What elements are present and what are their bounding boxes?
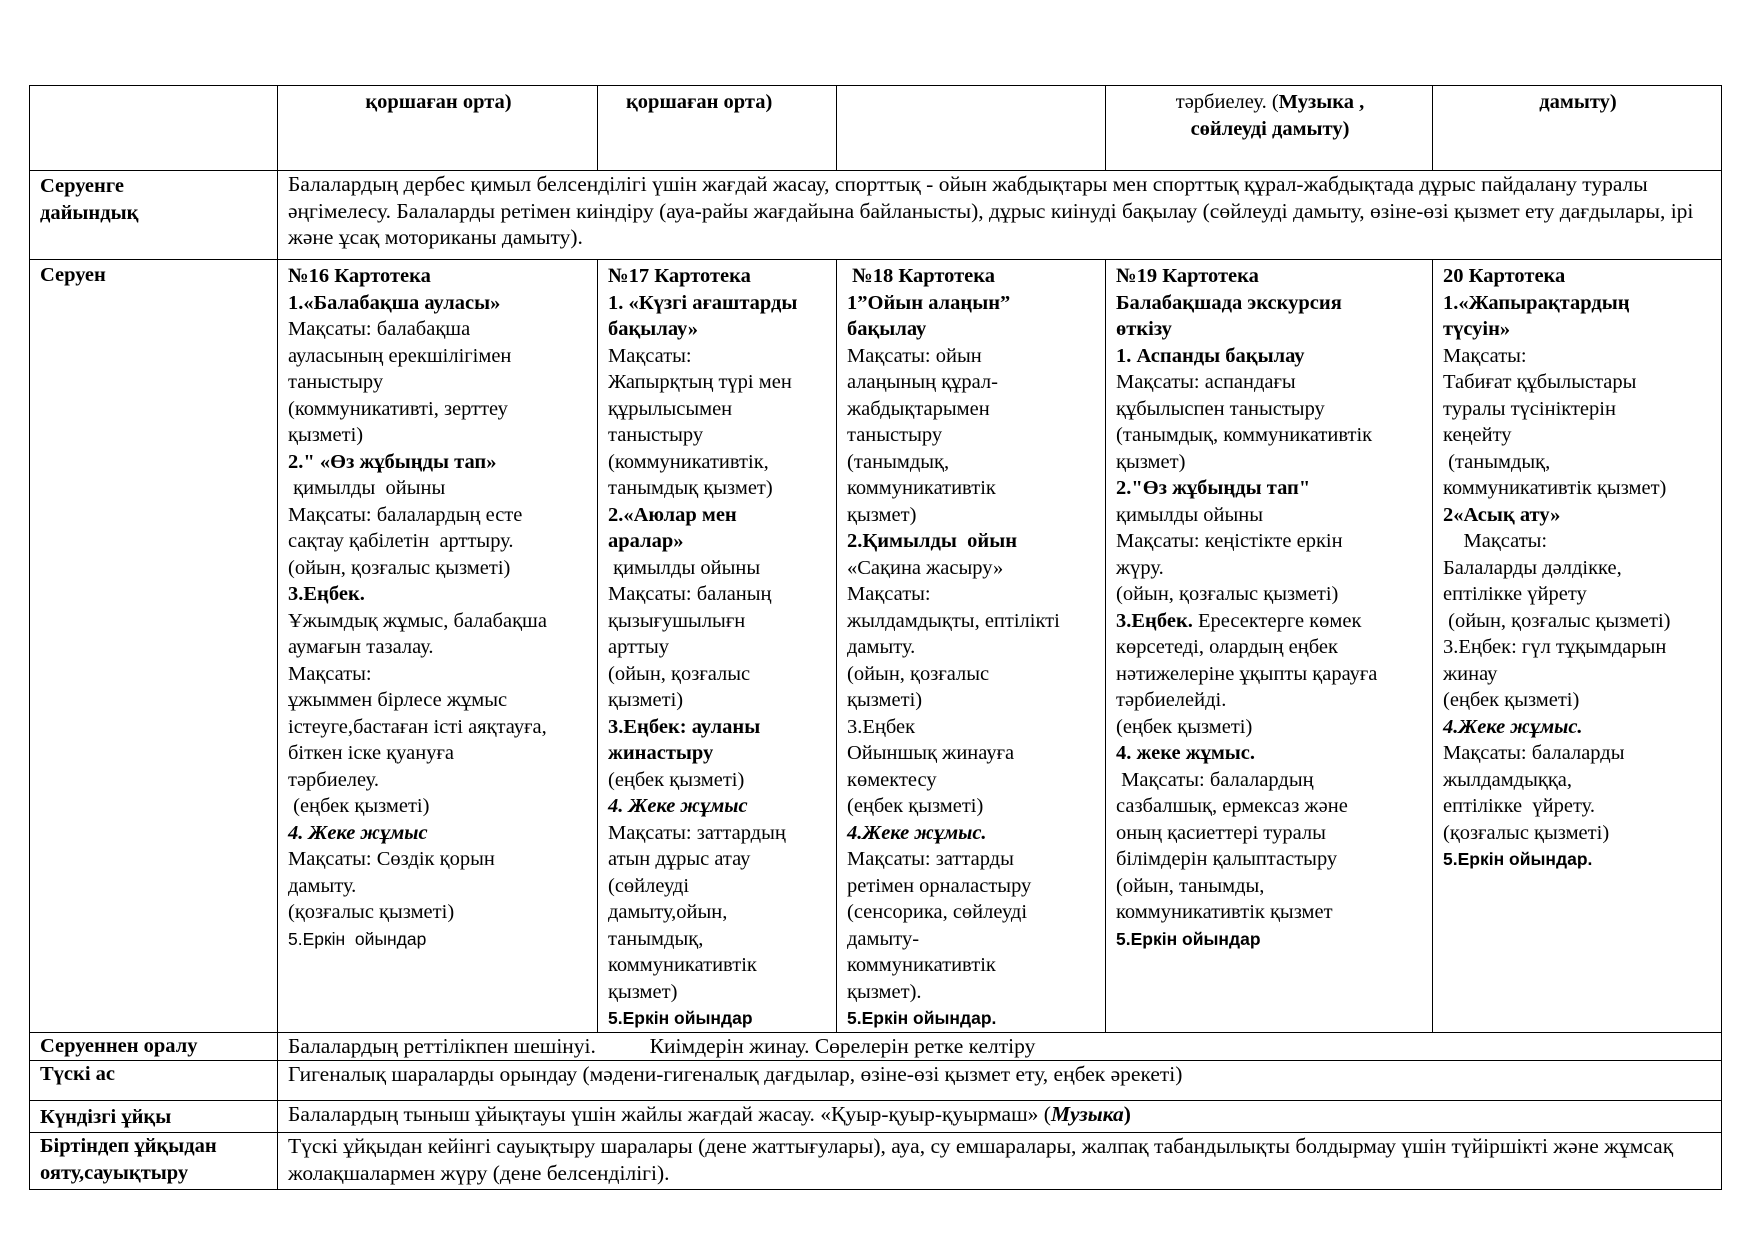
card-line: (қозғалыс қызметі) xyxy=(1443,821,1610,844)
card-line xyxy=(1116,608,1424,635)
card-line: (еңбек қызметі) xyxy=(1443,689,1580,711)
card-line: коммуникативтік xyxy=(608,954,757,976)
card-line: түсуін» xyxy=(1443,318,1511,340)
card-line: Табиғат құбылыстары xyxy=(1443,371,1637,393)
card-line: (еңбек қызметі) xyxy=(1116,715,1253,738)
walk-prep-label xyxy=(30,171,278,260)
card-line: арттыу xyxy=(608,636,670,658)
card-20-cell xyxy=(1433,260,1722,1033)
card-line: Балаларды дәлдікке, xyxy=(1443,556,1622,579)
card-line: қимылды ойыны xyxy=(288,477,446,499)
card-line: Мақсаты: ойын xyxy=(847,344,982,367)
card-line: (ойын, қозғалыс қызметі) xyxy=(288,556,511,579)
card-line: 2.«Аюлар мен xyxy=(608,503,737,526)
card-17-cell xyxy=(598,260,837,1033)
card-line: тәрбиелеу. xyxy=(288,768,379,791)
walk-prep-row xyxy=(30,171,1722,260)
card-line: атын дұрыс атау xyxy=(608,848,751,870)
empty-label-cell xyxy=(30,86,278,171)
wake-label-line-1: Біртіндеп ұйқыдан xyxy=(40,1135,217,1157)
card-line: ретімен орналастыру xyxy=(847,874,1032,897)
card-line: (еңбек қызметі) xyxy=(608,768,745,791)
card-line: Мақсаты: балалардың xyxy=(1116,768,1314,791)
card-line: қызметі) xyxy=(288,424,364,446)
card-line: (ойын, қозғалыс қызметі) xyxy=(1443,609,1671,632)
card-line: Мақсаты: xyxy=(288,662,372,685)
card-line: Балабақшада экскурсия xyxy=(1116,291,1342,314)
lunch-label: Түскі ас xyxy=(30,1061,278,1101)
card-line: 3.Еңбек. xyxy=(288,583,365,605)
walk-prep-label-line-2: дайындық xyxy=(40,201,139,224)
card-line: (ойын, қозғалыс xyxy=(608,662,751,685)
card-line: Мақсаты: заттардың xyxy=(608,821,786,844)
card-line: қимылды ойыны xyxy=(1116,503,1263,526)
walk-prep-label-line-1: Серуенге xyxy=(40,175,124,197)
card-line: қызметі) xyxy=(608,689,684,711)
card-line: №18 Картотека xyxy=(847,265,996,287)
lunch-row xyxy=(30,1061,1722,1101)
card-line: (еңбек қызметі) xyxy=(847,795,984,817)
card-line: жылдамдыққа, xyxy=(1443,768,1573,791)
card-line: танымдық, xyxy=(608,927,704,950)
card-line: 2.Қимылды ойын xyxy=(847,530,1018,552)
card-line: қызметі) xyxy=(847,689,923,711)
card-line: Ұжымдық жұмыс, балабақша xyxy=(288,609,547,632)
card-line: (танымдық, xyxy=(847,450,950,473)
card-19-cell xyxy=(1106,260,1433,1033)
card-line: нәтижелеріне ұқыпты қарауға xyxy=(1116,662,1378,685)
card-line: 2«Асық ату» xyxy=(1443,503,1561,526)
card-line: алаңының құрал- xyxy=(847,371,998,393)
card-line: №17 Картотека xyxy=(608,265,751,287)
card-line: қызығушылығн xyxy=(608,609,746,632)
card-line: дамыту. xyxy=(288,874,357,897)
card-line: Мақсаты: балаларды xyxy=(1443,742,1625,764)
card-line: 5.Еркін ойындар xyxy=(608,1008,753,1028)
card-line: ауласының ерекшілігімен xyxy=(288,344,512,367)
card-line: Мақсаты: xyxy=(1443,530,1548,552)
card-line: коммуникативтік xyxy=(847,954,996,976)
card-line: 3.Еңбек: ауланы xyxy=(608,715,761,738)
card-line: Мақсаты: заттарды xyxy=(847,848,1014,870)
card-line: 3.Еңбек xyxy=(847,715,916,738)
return-text: Балалардың реттілікпен шешінуі. Киімдерін жинау. Сөрелерін ретке келтіру xyxy=(278,1033,1722,1061)
card-line: «Сақина жасыру» xyxy=(847,556,1004,579)
card-line: Мақсаты: xyxy=(1443,344,1527,367)
card-line: 2." «Өз жұбыңды тап» xyxy=(288,450,497,473)
card-16-cell xyxy=(278,260,598,1033)
card-line: 5.Еркін ойындар. xyxy=(847,1008,997,1028)
card-line: көмектесу xyxy=(847,768,937,791)
top-cell-4-bold-1: Музыка , xyxy=(1278,91,1365,113)
top-cell-1: қоршаған орта) xyxy=(278,86,598,171)
card-line: туралы түсініктерін xyxy=(1443,397,1616,420)
card-line: (танымдық, xyxy=(1443,450,1551,473)
card-line: 5.Еркін ойындар xyxy=(1116,928,1261,949)
wake-label-line-2: ояту,сауықтыру xyxy=(40,1161,189,1184)
card-line: кеңейту xyxy=(1443,424,1512,446)
card-line: (ойын, танымды, xyxy=(1116,874,1265,897)
card-line: коммуникативтік қызмет) xyxy=(1443,477,1667,499)
card-line: 1.«Жапырақтардың xyxy=(1443,291,1630,314)
card-line: қызмет). xyxy=(847,980,922,1003)
top-cell-4-bold-2: сөйлеуді дамыту) xyxy=(1190,117,1350,140)
wake-row xyxy=(30,1133,1722,1190)
card-line: Мақсаты: кеңістікте еркін xyxy=(1116,530,1343,552)
card-line: 4.Жеке жұмыс. xyxy=(847,821,987,844)
card-line: (коммуникативті, зерттеу xyxy=(288,397,508,420)
wake-text: Түскі ұйқыдан кейінгі сауықтыру шаралары (дене жаттығулары), ауа, су емшаралары, жалпақ табандылықты болдырмау үшін түйіршікті және жұмсақ жолақшалармен жүру (дене белсенділігі). xyxy=(278,1133,1722,1190)
card-line: қызмет) xyxy=(1116,450,1186,473)
nap-text xyxy=(278,1101,1722,1133)
card-line: Мақсаты: xyxy=(847,583,931,605)
nap-text-music: Музыка xyxy=(1050,1102,1124,1126)
card-line: білімдерін қалыптастыру xyxy=(1116,848,1338,870)
return-label: Серуеннен оралу xyxy=(30,1033,278,1061)
nap-text-main: Балалардың тыныш ұйықтауы үшін жайлы жағдай жасау. «Қуыр-қуыр-қуырмаш» ( xyxy=(288,1102,1051,1126)
card-line: 20 Картотека xyxy=(1443,265,1566,287)
card-line: коммуникативтік қызмет xyxy=(1116,901,1333,923)
card-line: (ойын, қозғалыс қызметі) xyxy=(1116,583,1339,605)
card-line: істеуге,бастаған істі аяқтауға, xyxy=(288,715,547,738)
card-line: Ойыншық жинауға xyxy=(847,742,1015,764)
card-line: 1. «Күзгі ағаштарды xyxy=(608,291,798,314)
card-line: сақтау қабілетін арттыру. xyxy=(288,530,514,552)
card-line: аралар» xyxy=(608,530,684,552)
card-line: 2."Өз жұбыңды тап" xyxy=(1116,477,1311,499)
card-line: таныстыру xyxy=(608,424,704,446)
card-line: қызмет) xyxy=(847,503,917,526)
card-line: аумағын тазалау. xyxy=(288,636,434,658)
card-line: дамыту,ойын, xyxy=(608,901,728,923)
nap-label: Күндізгі ұйқы xyxy=(30,1101,278,1133)
card-line: құрылысымен xyxy=(608,397,733,420)
card-line: 4.Жеке жұмыс. xyxy=(1443,715,1583,738)
daily-plan-table xyxy=(29,85,1722,1190)
card-line: Мақсаты: аспандағы xyxy=(1116,371,1296,393)
card-line: Мақсаты: Сөздік қорын xyxy=(288,848,495,870)
card-line: біткен іске қуануға xyxy=(288,742,454,764)
card-line: 4. Жеке жұмыс xyxy=(608,795,748,817)
card-line: жылдамдықты, ептілікті xyxy=(847,609,1060,632)
card-line: оның қасиеттері туралы xyxy=(1116,821,1326,844)
card-line: бақылау xyxy=(847,318,927,340)
card-line: бақылау» xyxy=(608,318,699,340)
card-line: қимылды ойыны xyxy=(608,556,761,579)
card-line: (танымдық, коммуникативтік xyxy=(1116,424,1373,446)
card-line: тәрбиелейді. xyxy=(1116,689,1227,711)
walk-label: Серуен xyxy=(30,260,278,1033)
card-line: таныстыру xyxy=(847,424,943,446)
card-line: көрсетеді, олардың еңбек xyxy=(1116,636,1338,658)
card-line: Мақсаты: баланың xyxy=(608,583,772,605)
card-line: 5.Еркін ойындар. xyxy=(1443,849,1593,869)
card-line: жинау xyxy=(1443,662,1498,685)
lunch-text: Гигеналық шараларды орындау (мәдени-гигеналық дағдылар, өзіне-өзі қызмет ету, еңбек әрекеті) xyxy=(278,1061,1722,1101)
card-line: дамыту. xyxy=(847,636,916,658)
card-line: 4. жеке жұмыс. xyxy=(1116,742,1256,764)
top-cell-4 xyxy=(1106,86,1433,171)
card-line: 3.Еңбек: гүл тұқымдарын xyxy=(1443,636,1667,658)
nap-row xyxy=(30,1101,1722,1133)
card-line: (сөйлеуді xyxy=(608,874,690,897)
card-line-bold-part: 3.Еңбек. xyxy=(1116,609,1198,632)
card-line: Мақсаты: балабақша xyxy=(288,318,471,340)
card-line: 1. Аспанды бақылау xyxy=(1116,344,1305,367)
card-line: жинастыру xyxy=(608,742,714,764)
top-cell-3 xyxy=(837,86,1106,171)
card-line: Мақсаты: xyxy=(608,344,692,367)
card-line: ептілікке үйрету xyxy=(1443,583,1587,605)
card-line: құбылыспен таныстыру xyxy=(1116,397,1325,420)
top-cell-4-prefix: тәрбиелеу. ( xyxy=(1175,91,1279,113)
card-line: 1”Ойын алаңын” xyxy=(847,291,1011,314)
card-line: ұжыммен бірлесе жұмыс xyxy=(288,689,508,711)
card-line: дамыту- xyxy=(847,927,920,950)
card-line: жабдықтарымен xyxy=(847,397,990,420)
card-line: қызмет) xyxy=(608,980,678,1003)
card-line: 1.«Балабақша ауласы» xyxy=(288,291,501,314)
walk-prep-text: Балалардың дербес қимыл белсенділігі үшін жағдай жасау, спорттық - ойын жабдықтары мен спорттық құрал-жабдықтада дұрыс пайдалану туралы әңгімелесу. Балаларды ретімен киіндіру (ауа-райы жағдайына байланысты), дұрыс киінуді бақылау (сөйлеуді дамыту, өзіне-өзі қызмет ету дағдылары, ірі және ұсақ моториканы дамыту). xyxy=(278,171,1722,260)
card-line: жүру. xyxy=(1116,556,1164,579)
card-line: коммуникативтік xyxy=(847,477,996,499)
walk-row xyxy=(30,260,1722,1033)
card-line: өткізу xyxy=(1116,318,1172,340)
card-line: №19 Картотека xyxy=(1116,265,1259,287)
wake-label xyxy=(30,1133,278,1190)
card-line: ептілікке үйрету. xyxy=(1443,795,1595,817)
card-line: Мақсаты: балалардың есте xyxy=(288,503,523,526)
return-row xyxy=(30,1033,1722,1061)
card-line: таныстыру xyxy=(288,371,384,393)
card-line: танымдық қызмет) xyxy=(608,477,773,499)
top-cell-5: дамыту) xyxy=(1433,86,1722,171)
card-line: (коммуникативтік, xyxy=(608,450,769,473)
header-continuation-row xyxy=(30,86,1722,171)
card-line: Жапырқтың түрі мен xyxy=(608,371,792,393)
card-line-regular-part: Ересектерге көмек xyxy=(1198,609,1362,632)
card-18-cell xyxy=(837,260,1106,1033)
card-line: (сенсорика, сөйлеуді xyxy=(847,901,1028,923)
card-line: 5.Еркін ойындар xyxy=(288,928,427,949)
card-line: (еңбек қызметі) xyxy=(288,795,430,817)
top-cell-2: қоршаған орта) xyxy=(598,86,837,171)
card-line: 4. Жеке жұмыс xyxy=(288,821,428,844)
card-line: (қозғалыс қызметі) xyxy=(288,901,455,923)
card-line: сазбалшық, ермексаз және xyxy=(1116,795,1348,817)
card-line: №16 Картотека xyxy=(288,265,431,287)
card-line: (ойын, қозғалыс xyxy=(847,662,990,685)
nap-text-close: ) xyxy=(1123,1102,1131,1126)
